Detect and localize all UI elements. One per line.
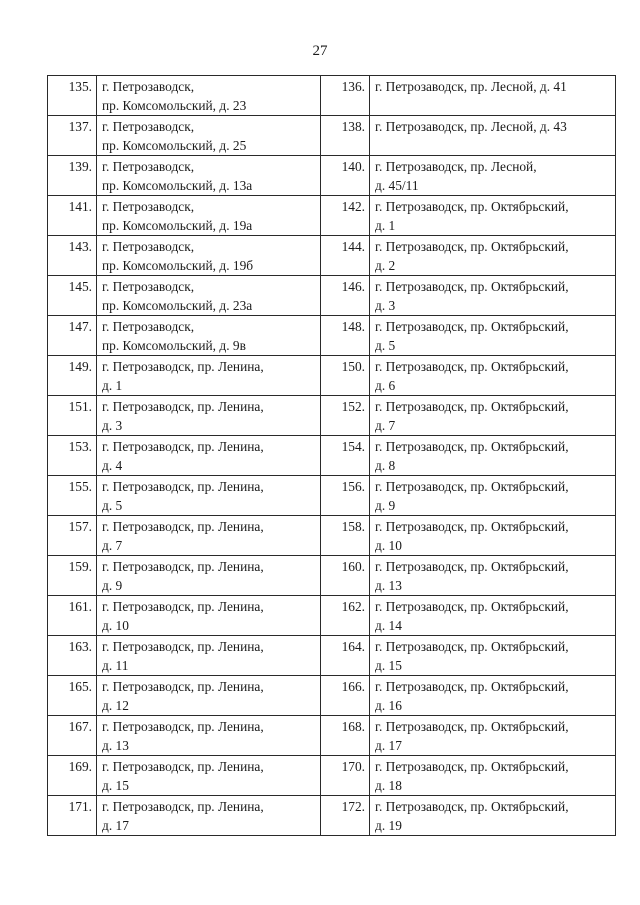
table-row [48, 236, 616, 276]
entry-number: 150. [321, 356, 370, 396]
entry-address [370, 516, 616, 556]
address-line: д. 10 [375, 538, 402, 553]
entry-number: 159. [48, 556, 97, 596]
entry-address [97, 396, 321, 436]
entry-number: 165. [48, 676, 97, 716]
entry-number: 145. [48, 276, 97, 316]
entry-address [97, 516, 321, 556]
address-line: г. Петрозаводск, пр. Октябрьский, [375, 319, 569, 334]
table-row [48, 596, 616, 636]
entry-address [97, 276, 321, 316]
entry-address [97, 596, 321, 636]
table-row [48, 356, 616, 396]
entry-number: 146. [321, 276, 370, 316]
address-line: г. Петрозаводск, [102, 159, 195, 174]
address-line: д. 45/11 [375, 178, 419, 193]
entry-address [370, 356, 616, 396]
address-line: д. 7 [375, 418, 396, 433]
address-line: д. 19 [375, 818, 402, 833]
address-line: д. 3 [102, 418, 123, 433]
entry-number: 137. [48, 116, 97, 156]
entry-address [97, 116, 321, 156]
address-line: д. 17 [375, 738, 402, 753]
address-line: д. 4 [102, 458, 123, 473]
address-line: д. 5 [375, 338, 396, 353]
address-table-body [48, 76, 616, 836]
entry-number: 171. [48, 796, 97, 836]
table-row [48, 636, 616, 676]
address-line: г. Петрозаводск, пр. Ленина, [102, 599, 264, 614]
entry-number: 149. [48, 356, 97, 396]
address-line: пр. Комсомольский, д. 23 [102, 98, 247, 113]
entry-number: 152. [321, 396, 370, 436]
address-line: г. Петрозаводск, пр. Октябрьский, [375, 639, 569, 654]
entry-address [370, 436, 616, 476]
address-line: д. 18 [375, 778, 402, 793]
entry-number: 135. [48, 76, 97, 116]
table-row [48, 116, 616, 156]
entry-address [370, 476, 616, 516]
address-line: г. Петрозаводск, пр. Октябрьский, [375, 439, 569, 454]
entry-number: 142. [321, 196, 370, 236]
entry-number: 136. [321, 76, 370, 116]
entry-number: 153. [48, 436, 97, 476]
address-line: г. Петрозаводск, пр. Октябрьский, [375, 399, 569, 414]
address-line: г. Петрозаводск, пр. Октябрьский, [375, 239, 569, 254]
address-line: г. Петрозаводск, пр. Лесной, [375, 159, 537, 174]
entry-address [97, 756, 321, 796]
address-line: д. 15 [375, 658, 402, 673]
table-row [48, 316, 616, 356]
address-line: д. 6 [375, 378, 396, 393]
table-row [48, 196, 616, 236]
entry-number: 162. [321, 596, 370, 636]
entry-address [97, 636, 321, 676]
address-line: г. Петрозаводск, пр. Октябрьский, [375, 679, 569, 694]
address-line: г. Петрозаводск, [102, 239, 195, 254]
address-line: г. Петрозаводск, пр. Ленина, [102, 639, 264, 654]
address-line: г. Петрозаводск, пр. Октябрьский, [375, 599, 569, 614]
address-line: г. Петрозаводск, пр. Октябрьский, [375, 559, 569, 574]
entry-address [370, 196, 616, 236]
address-line: г. Петрозаводск, пр. Ленина, [102, 439, 264, 454]
entry-number: 151. [48, 396, 97, 436]
entry-number: 155. [48, 476, 97, 516]
entry-address [370, 156, 616, 196]
address-line: г. Петрозаводск, пр. Ленина, [102, 519, 264, 534]
entry-address [97, 76, 321, 116]
address-line: г. Петрозаводск, пр. Лесной, д. 43 [375, 119, 567, 134]
entry-address [97, 356, 321, 396]
entry-address [370, 396, 616, 436]
entry-address [97, 676, 321, 716]
table-row [48, 276, 616, 316]
address-line: г. Петрозаводск, пр. Октябрьский, [375, 279, 569, 294]
address-line: д. 9 [375, 498, 396, 513]
address-line: г. Петрозаводск, пр. Ленина, [102, 479, 264, 494]
entry-number: 160. [321, 556, 370, 596]
entry-number: 143. [48, 236, 97, 276]
entry-number: 139. [48, 156, 97, 196]
address-line: г. Петрозаводск, пр. Октябрьский, [375, 199, 569, 214]
entry-address [97, 236, 321, 276]
address-line: г. Петрозаводск, [102, 279, 195, 294]
address-line: г. Петрозаводск, пр. Октябрьский, [375, 359, 569, 374]
address-line: пр. Комсомольский, д. 9в [102, 338, 246, 353]
address-line: пр. Комсомольский, д. 13а [102, 178, 253, 193]
entry-number: 168. [321, 716, 370, 756]
entry-address [370, 636, 616, 676]
address-line: г. Петрозаводск, пр. Ленина, [102, 359, 264, 374]
entry-address [370, 556, 616, 596]
table-row [48, 76, 616, 116]
address-line: д. 11 [102, 658, 129, 673]
address-line: г. Петрозаводск, пр. Ленина, [102, 759, 264, 774]
address-line: д. 12 [102, 698, 129, 713]
address-line: г. Петрозаводск, [102, 119, 195, 134]
entry-number: 158. [321, 516, 370, 556]
address-line: г. Петрозаводск, пр. Ленина, [102, 719, 264, 734]
entry-address [97, 316, 321, 356]
address-line: г. Петрозаводск, пр. Ленина, [102, 559, 264, 574]
entry-number: 157. [48, 516, 97, 556]
entry-address [370, 796, 616, 836]
entry-number: 167. [48, 716, 97, 756]
address-line: г. Петрозаводск, [102, 319, 195, 334]
entry-address [370, 676, 616, 716]
address-line: д. 13 [375, 578, 402, 593]
entry-number: 164. [321, 636, 370, 676]
table-row [48, 516, 616, 556]
address-line: г. Петрозаводск, пр. Октябрьский, [375, 759, 569, 774]
table-row [48, 676, 616, 716]
table-row [48, 396, 616, 436]
entry-number: 169. [48, 756, 97, 796]
address-line: г. Петрозаводск, [102, 79, 195, 94]
entry-number: 172. [321, 796, 370, 836]
address-line: д. 16 [375, 698, 402, 713]
entry-number: 161. [48, 596, 97, 636]
entry-number: 144. [321, 236, 370, 276]
entry-address [97, 436, 321, 476]
address-line: д. 17 [102, 818, 129, 833]
address-line: д. 2 [375, 258, 396, 273]
address-line: г. Петрозаводск, пр. Октябрьский, [375, 479, 569, 494]
entry-number: 141. [48, 196, 97, 236]
entry-address [370, 316, 616, 356]
address-line: д. 8 [375, 458, 396, 473]
address-line: пр. Комсомольский, д. 19а [102, 218, 253, 233]
address-line: пр. Комсомольский, д. 23а [102, 298, 253, 313]
table-row [48, 476, 616, 516]
address-line: д. 9 [102, 578, 123, 593]
address-line: г. Петрозаводск, пр. Ленина, [102, 679, 264, 694]
table-row [48, 756, 616, 796]
address-line: г. Петрозаводск, пр. Октябрьский, [375, 799, 569, 814]
entry-address [97, 716, 321, 756]
address-line: г. Петрозаводск, пр. Ленина, [102, 399, 264, 414]
address-line: д. 7 [102, 538, 123, 553]
entry-number: 170. [321, 756, 370, 796]
entry-address [370, 76, 616, 116]
address-line: д. 15 [102, 778, 129, 793]
entry-number: 156. [321, 476, 370, 516]
table-row [48, 796, 616, 836]
address-line: д. 14 [375, 618, 402, 633]
address-line: г. Петрозаводск, пр. Октябрьский, [375, 519, 569, 534]
entry-address [370, 116, 616, 156]
table-row [48, 716, 616, 756]
page-number: 27 [312, 43, 328, 59]
address-line: г. Петрозаводск, пр. Октябрьский, [375, 719, 569, 734]
entry-address [97, 476, 321, 516]
entry-address [370, 276, 616, 316]
entry-number: 154. [321, 436, 370, 476]
entry-address [370, 716, 616, 756]
entry-number: 163. [48, 636, 97, 676]
address-line: д. 13 [102, 738, 129, 753]
entry-address [97, 556, 321, 596]
entry-number: 148. [321, 316, 370, 356]
table-row [48, 436, 616, 476]
address-line: д. 1 [375, 218, 396, 233]
address-line: пр. Комсомольский, д. 25 [102, 138, 247, 153]
entry-address [370, 756, 616, 796]
address-line: д. 10 [102, 618, 129, 633]
table-row [48, 156, 616, 196]
entry-address [370, 596, 616, 636]
entry-address [97, 196, 321, 236]
address-table [47, 75, 616, 836]
entry-address [97, 156, 321, 196]
address-line: г. Петрозаводск, [102, 199, 195, 214]
entry-address [97, 796, 321, 836]
address-line: г. Петрозаводск, пр. Лесной, д. 41 [375, 79, 567, 94]
entry-number: 147. [48, 316, 97, 356]
address-line: д. 1 [102, 378, 123, 393]
address-line: д. 3 [375, 298, 396, 313]
entry-number: 140. [321, 156, 370, 196]
entry-number: 166. [321, 676, 370, 716]
entry-address [370, 236, 616, 276]
address-line: г. Петрозаводск, пр. Ленина, [102, 799, 264, 814]
entry-number: 138. [321, 116, 370, 156]
address-line: д. 5 [102, 498, 123, 513]
address-line: пр. Комсомольский, д. 19б [102, 258, 254, 273]
table-row [48, 556, 616, 596]
